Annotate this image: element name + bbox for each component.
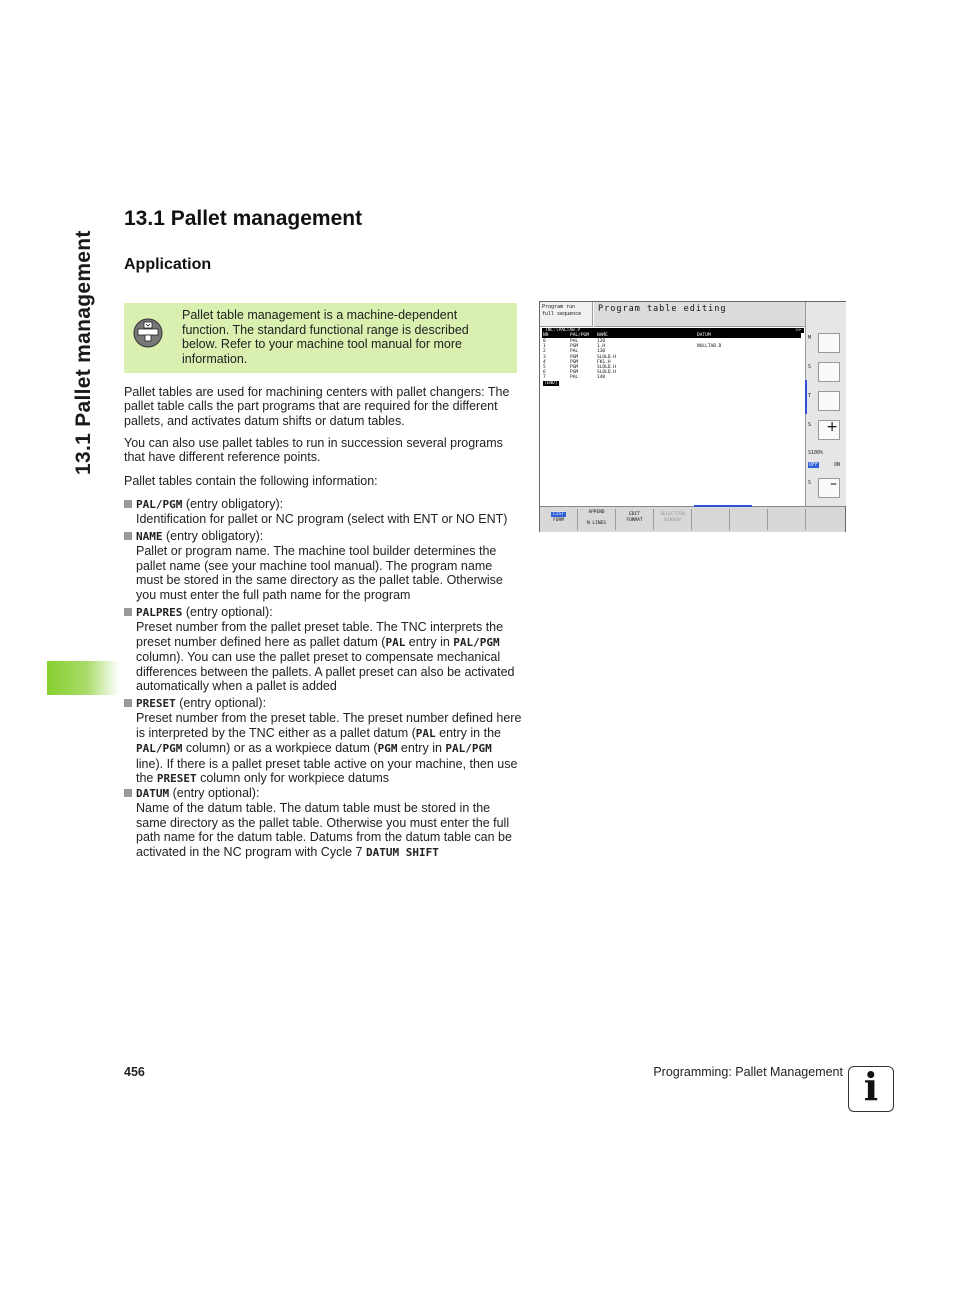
- table-row: 0 PAL 120: [543, 339, 606, 344]
- softkey-empty[interactable]: [768, 509, 806, 530]
- screen-softkey-bar: [540, 506, 845, 532]
- list-item: PRESET (entry optional): Preset number from the preset table. The preset number defined here is interpreted by the TNC either as a pallet datum (PAL entry in the PAL/PGM column) or as a workpiece datum (PGM entry in PAL/PGM line). If there is a pallet preset table active on your machine, then use the PRESET column only for workpiece datums: [124, 696, 522, 786]
- table-row: 3 PGM SLOLD.H: [543, 354, 616, 360]
- list-item: PALPRES (entry optional): Preset number from the pallet preset table. The TNC interprets the preset number defined here as pallet datum (PAL entry in PAL/PGM column). You can use the pallet preset to compensate mechanical differences between the pallets. A pallet preset can also be activated automatically when a pallet is added: [124, 605, 522, 693]
- list-item: PAL/PGM (entry obligatory): Identification for pallet or NC program (select with ENT or NO ENT): [124, 497, 522, 527]
- screen-table-header: NR PAL/PGM NAME DATUM: [542, 333, 801, 338]
- softkey-empty[interactable]: [692, 509, 730, 530]
- table-row: 2 PAL 130: [543, 349, 606, 355]
- machine-note-text: Pallet table management is a machine-dependent function. The standard functional range is described below. Refer to your machine tool manual for more information.: [182, 308, 469, 366]
- section-heading: 13.1 Pallet management: [124, 207, 363, 230]
- m-function-icon: [818, 333, 840, 353]
- footer-chapter-title: Programming: Pallet Management: [653, 1065, 843, 1079]
- plus-icon: +: [818, 420, 840, 440]
- bullet-square: [124, 532, 132, 540]
- table-row: 5 PGM SLOLD.H: [543, 364, 616, 370]
- tnc-screenshot: [539, 301, 846, 532]
- second-paragraph: You can also use pallet tables to run in succession several programs that have different reference points.: [124, 436, 503, 465]
- screen-title: Program table editing: [594, 302, 805, 327]
- softkey-selection-window[interactable]: SELECTION WINDOW: [654, 509, 692, 530]
- softkey-edit-format[interactable]: EDIT FORMAT: [616, 509, 654, 530]
- spindle-icon: [818, 362, 840, 382]
- intro-paragraph: Pallet tables are used for machining centers with pallet changers: The pallet table calls the part programs that are required for the different pallets, and activates datum shifts or datum tables.: [124, 385, 510, 428]
- side-chapter-title: 13.1 Pallet management: [72, 230, 95, 475]
- minus-icon: –: [818, 478, 840, 498]
- bullet-square: [124, 608, 132, 616]
- softkey-empty[interactable]: [730, 509, 768, 530]
- machine-dependent-icon: [133, 318, 163, 348]
- table-row: 6 PGM SLOLD.H: [543, 370, 616, 376]
- side-active-marker: [805, 380, 807, 414]
- table-row: 7 PAL 140: [543, 375, 606, 381]
- softkey-append-lines[interactable]: APPEND N LINES: [578, 509, 616, 530]
- third-paragraph: Pallet tables contain the following information:: [124, 474, 378, 488]
- bullet-square: [124, 500, 132, 508]
- bullet-square: [124, 699, 132, 707]
- list-item: NAME (entry obligatory): Pallet or program name. The machine tool builder determines the pallet name (see your machine tool manual). The program name must be stored in the same directory as the pallet table. Otherwise you must enter the full path name for the program: [124, 529, 522, 602]
- table-row: 4 PGM FK1.H: [543, 359, 611, 365]
- subsection-heading: Application: [124, 256, 212, 273]
- list-item: DATUM (entry optional): Name of the datum table. The datum table must be stored in the same directory as the pallet table. Otherwise you must enter the full path name for the datum table. Datums from the datum table can be activated in the NC program with Cycle 7 DATUM SHIFT: [124, 786, 522, 860]
- softkey-row-marker: [694, 505, 752, 507]
- screen-mode-label: Program run full sequence: [540, 302, 593, 327]
- softkey-list-form[interactable]: LIST FORM: [540, 509, 578, 530]
- page-number: 456: [124, 1065, 145, 1079]
- softkey-empty[interactable]: [806, 509, 845, 530]
- screen-side-softkeys: M S T S + S100% OFF ON S –: [805, 302, 846, 506]
- chapter-tab-marker: [47, 661, 119, 695]
- screen-table-body: [542, 339, 801, 386]
- info-icon: i: [848, 1066, 894, 1112]
- bullet-square: [124, 789, 132, 797]
- tool-icon: [818, 391, 840, 411]
- screen-file-path: TNC:\PALTAB.P >>: [542, 328, 804, 333]
- table-end-row: [END]: [544, 380, 558, 386]
- table-row: 1 PGM 1.H NULLTAB.D: [543, 344, 722, 350]
